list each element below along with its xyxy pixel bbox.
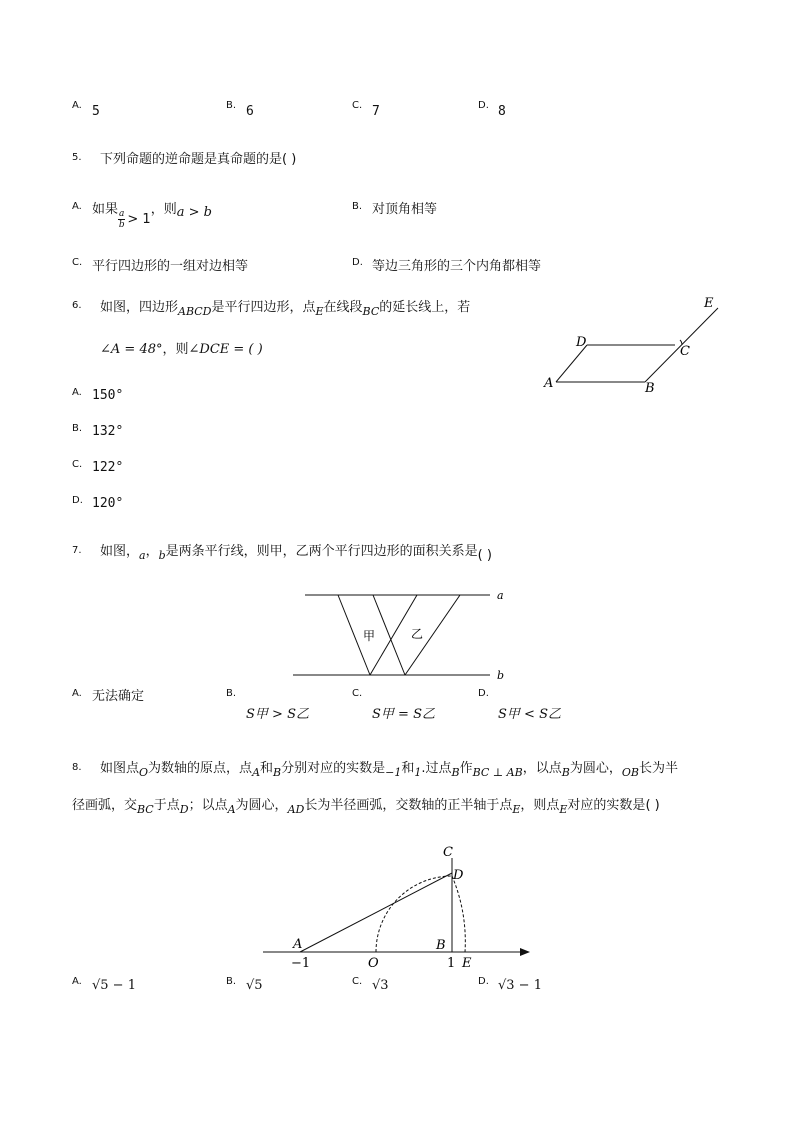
q8-stem-line-1: 如图点$_O$为数轴的原点，点$_A$和$_B$分别对应的实数是$_{-1}$和$_1$.过点$_B$作$_{BC \perp AB}$，以点$_B$为圆心，$_{OB}$长为半 bbox=[100, 761, 678, 779]
jia-right-side bbox=[373, 595, 405, 675]
q6-option-a-value: 150° bbox=[92, 388, 124, 403]
q4-option-b-value: 6 bbox=[246, 104, 254, 119]
point-b-label: B bbox=[645, 381, 655, 396]
q7-option-b-label: B. bbox=[226, 688, 237, 699]
q7-parallel-lines-figure bbox=[285, 585, 515, 685]
point-b-label: B bbox=[436, 938, 446, 953]
yi-label: 乙 bbox=[411, 627, 424, 641]
q5-number: 5. bbox=[72, 152, 82, 163]
q7-option-d-label: D. bbox=[478, 688, 489, 699]
q6-option-c-label: C. bbox=[72, 459, 83, 470]
q6-option-c-value: 122° bbox=[92, 460, 124, 475]
segment-ad bbox=[300, 873, 452, 952]
q6-option-a-label: A. bbox=[72, 387, 82, 398]
q6-option-d-value: 120° bbox=[92, 496, 124, 511]
point-e-label: E bbox=[462, 956, 472, 970]
q5-option-d-label: D. bbox=[352, 257, 363, 268]
q8-option-d-label: D. bbox=[478, 976, 489, 987]
q5-stem: 下列命题的逆命题是真命题的是( ) bbox=[100, 152, 297, 167]
q8-option-d-value: √3 − 1 bbox=[498, 978, 542, 993]
q4-option-d-value: 8 bbox=[498, 104, 506, 119]
q4-option-c-value: 7 bbox=[372, 104, 380, 119]
q5-option-b-label: B. bbox=[352, 201, 363, 212]
q8-stem-line-2: 径画弧，交$_{BC}$于点$_D$；以点$_A$为圆心，$_{AD}$长为半径画弧，交数轴的正半轴于点$_E$，则点$_E$对应的实数是( ) bbox=[72, 798, 660, 816]
q7-option-c-label: C. bbox=[352, 688, 363, 699]
q5-fraction: $\frac{a}{b}$ bbox=[118, 209, 125, 230]
q4-option-a-value: 5 bbox=[92, 104, 100, 119]
q4-option-b-label: B. bbox=[226, 100, 237, 111]
q7-number: 7. bbox=[72, 545, 82, 556]
yi-left-side bbox=[370, 595, 417, 675]
line-a-label: a bbox=[497, 589, 504, 602]
point-c-label: C bbox=[443, 845, 453, 860]
q5-option-c-label: C. bbox=[72, 257, 83, 268]
jia-label: 甲 bbox=[363, 629, 376, 643]
q8-option-a-value: √5 − 1 bbox=[92, 978, 136, 993]
q4-option-a-label: A. bbox=[72, 100, 82, 111]
arc-center-a bbox=[452, 876, 465, 952]
q8-number-line-figure bbox=[255, 840, 540, 970]
segment-ad bbox=[556, 345, 587, 382]
point-o-label: O bbox=[368, 956, 379, 970]
axis-arrow-icon bbox=[520, 948, 530, 956]
q6-condition: ∠A = 48°，则∠DCE = ( ) bbox=[100, 342, 263, 357]
q6-option-d-label: D. bbox=[72, 495, 83, 506]
q8-option-c-value: √3 bbox=[372, 978, 389, 993]
q6-stem: 如图，四边形$_{ABCD}$是平行四边形，点$_E$在线段$_{BC}$的延长线上，若 bbox=[100, 300, 471, 318]
line-b-label: b bbox=[497, 669, 505, 682]
point-e-label: E bbox=[704, 296, 714, 311]
point-a-label: A bbox=[544, 376, 554, 391]
q4-option-c-label: C. bbox=[352, 100, 363, 111]
q7-option-a-label: A. bbox=[72, 688, 82, 699]
point-a-label: A bbox=[293, 937, 303, 952]
q8-option-b-value: √5 bbox=[246, 978, 263, 993]
q7-option-c: S甲 = S乙 bbox=[372, 707, 435, 722]
q4-option-d-label: D. bbox=[478, 100, 489, 111]
q7-stem: 如图，$_a$，$_b$是两条平行线，则甲，乙两个平行四边形的面积关系是( ) bbox=[100, 544, 492, 563]
q5-option-d: 等边三角形的三个内角都相等 bbox=[372, 259, 542, 274]
point-c-label: C bbox=[680, 344, 690, 359]
q7-option-b: S甲 > S乙 bbox=[246, 707, 309, 722]
q8-option-b-label: B. bbox=[226, 976, 237, 987]
q6-option-b-value: 132° bbox=[92, 424, 124, 439]
point-d-label: D bbox=[453, 868, 464, 883]
q8-option-a-label: A. bbox=[72, 976, 82, 987]
q5-option-c: 平行四边形的一组对边相等 bbox=[92, 259, 249, 274]
q7-option-d: S甲 < S乙 bbox=[498, 707, 561, 722]
q8-option-c-label: C. bbox=[352, 976, 363, 987]
q8-number: 8. bbox=[72, 762, 82, 773]
q7-option-a: 无法确定 bbox=[92, 689, 145, 704]
q6-parallelogram-figure bbox=[530, 288, 730, 398]
q5-option-b: 对顶角相等 bbox=[372, 202, 438, 217]
q6-number: 6. bbox=[72, 300, 82, 311]
q5-option-a-label: A. bbox=[72, 201, 82, 212]
tick-neg1-label: −1 bbox=[291, 956, 311, 970]
tick-1-label: 1 bbox=[447, 956, 456, 970]
q6-option-b-label: B. bbox=[72, 423, 83, 434]
q5-option-a: 如果 $\frac{a}{b}$ > 1，则a > b bbox=[92, 202, 212, 230]
point-d-label: D bbox=[576, 335, 587, 350]
